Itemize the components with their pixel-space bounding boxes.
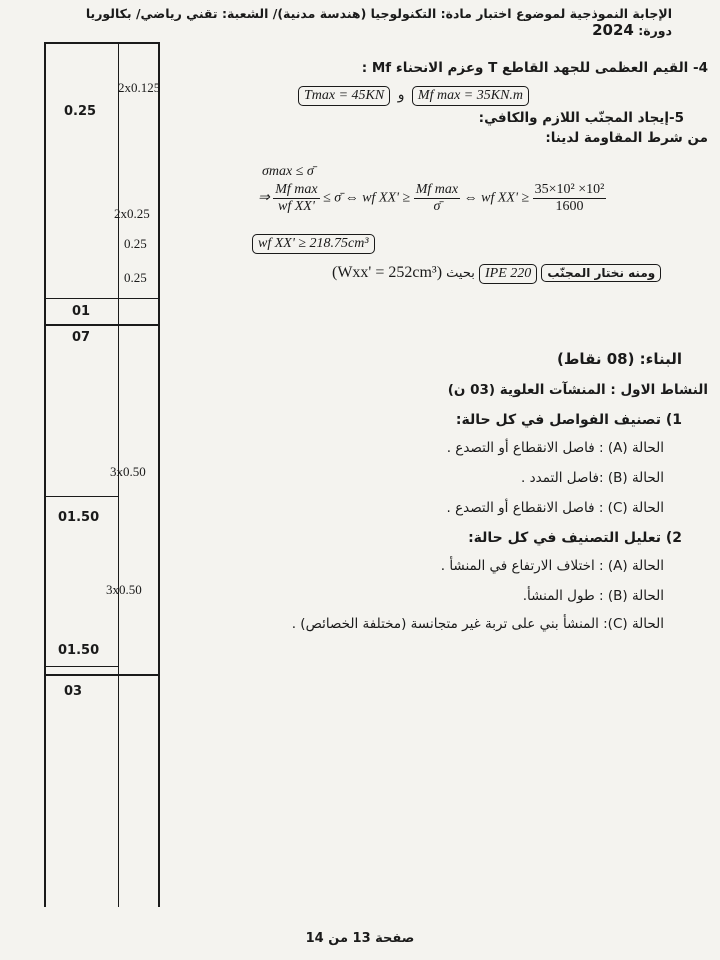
choice-line xyxy=(332,264,661,284)
frac2-num: Mf max xyxy=(415,182,459,197)
q2-title: 2) تعليل التصنيف في كل حالة: xyxy=(468,530,682,546)
mark-q5-sub-3: 0.25 xyxy=(124,270,147,285)
q2-item-a: الحالة (A) : اختلاف الارتفاع في المنشأ . xyxy=(440,558,664,574)
mark-q5-sub-1: 2x0.25 xyxy=(114,206,150,221)
q1-title: 1) تصنيف الفواصل في كل حالة: xyxy=(455,412,682,428)
q5-title: 5-إيجاد المجنّب اللازم والكافي: xyxy=(478,110,684,126)
choice-value: (Wxx' = 252cm³) xyxy=(332,264,443,281)
q1-item-c: الحالة (C) : فاصل الانقطاع أو التصدع . xyxy=(446,500,664,516)
mark-q1-sub: 3x0.50 xyxy=(110,464,146,479)
fraction-3 xyxy=(533,182,607,215)
q4-results xyxy=(298,86,529,106)
derivation-arrow: ⇒ xyxy=(258,190,270,206)
construction-title: البناء: (08 نقاط) xyxy=(557,350,682,368)
header-year: 2024 xyxy=(592,21,634,39)
fraction-2 xyxy=(414,182,460,215)
grid-line-top xyxy=(44,42,160,44)
frac1-den: wf XX' xyxy=(278,199,315,214)
stress-inequality: σmax ≤ σ̄ xyxy=(262,164,314,179)
derivation-step-1: ≤ σ̄ ⇔ wf XX' ≥ xyxy=(323,190,411,206)
derivation-line xyxy=(258,182,606,215)
choice-text-box: ومنه نختار المجنّب xyxy=(541,264,661,282)
q1-item-a: الحالة (A) : فاصل الانقطاع أو التصدع . xyxy=(446,440,664,456)
row-divider-4 xyxy=(44,666,118,667)
mfmax-box: Mf max = 35KN.m xyxy=(412,86,529,106)
frac3-num: 35×10² ×10² xyxy=(534,182,605,197)
mark-total-07: 07 xyxy=(72,330,91,345)
mark-activity-total: 03 xyxy=(64,684,83,699)
row-divider-2 xyxy=(44,324,160,326)
frac1-num: Mf max xyxy=(275,182,318,197)
row-divider-3 xyxy=(44,496,118,497)
choice-by: بحيث xyxy=(446,266,475,281)
mark-q4-total: 0.25 xyxy=(64,104,97,119)
q4-title: 4- القيم العظمى للجهد القاطع T وعزم الانحناء Mf : xyxy=(361,60,708,76)
q2-item-b: الحالة (B) : طول المنشأ. xyxy=(522,588,664,604)
row-divider-1 xyxy=(44,298,160,299)
header-text: الإجابة النموذجية لموضوع اختبار مادة: التكنولوجيا (هندسة مدنية)/ الشعبة: تقني رياضي/ بكالوريا دورة: xyxy=(85,6,672,38)
frac3-den: 1600 xyxy=(555,199,584,214)
ipe-box: IPE 220 xyxy=(479,264,537,284)
grid-line-left xyxy=(44,42,46,907)
derivation-step-2: ⇔ wf XX' ≥ xyxy=(463,190,530,206)
q4-and: و xyxy=(397,87,405,103)
tmax-box: Tmax = 45KN xyxy=(298,86,390,106)
mark-q2-total: 01.50 xyxy=(58,643,100,658)
mark-total-01: 01 xyxy=(72,304,91,319)
page-header xyxy=(60,6,672,39)
fraction-1 xyxy=(273,182,319,215)
frac2-den: σ̄ xyxy=(433,199,441,214)
result-line xyxy=(252,232,375,254)
q2-item-c: الحالة (C): المنشأ بني على تربة غير متجانسة (مختلفة الخصائص) . xyxy=(291,616,664,632)
row-divider-5 xyxy=(44,674,160,676)
page-footer: صفحة 13 من 14 xyxy=(305,931,415,946)
result-box: wf XX' ≥ 218.75cm³ xyxy=(252,234,375,254)
q1-item-b: الحالة (B) :فاصل التمدد . xyxy=(521,470,664,486)
mark-q2-sub: 3x0.50 xyxy=(106,582,142,597)
q5-condition: من شرط المقاومة لدينا: xyxy=(545,130,708,146)
mark-q4-sub: 2x0.125 xyxy=(118,80,161,95)
mark-q1-total: 01.50 xyxy=(58,510,100,525)
activity-title: النشاط الاول : المنشآت العلوية (03 ن) xyxy=(447,382,708,398)
mark-q5-sub-2: 0.25 xyxy=(124,236,147,251)
grid-line-right xyxy=(158,42,160,907)
